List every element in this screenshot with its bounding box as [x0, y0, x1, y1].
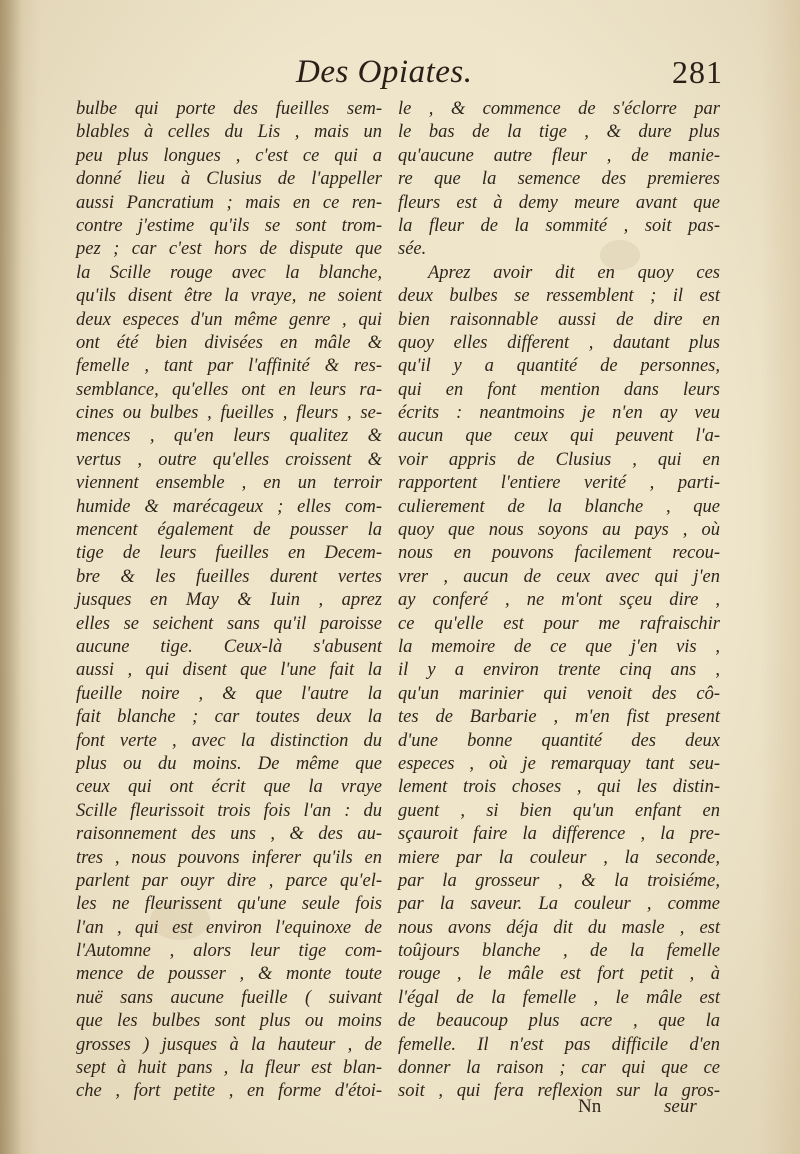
text-line: qu'ils disent être la vraye, ne soient [76, 286, 382, 307]
text-line: raisonnement des uns , & des au- [76, 824, 382, 845]
text-line: voir appris de Clusius , qui en [398, 449, 720, 470]
text-line: la memoire de ce que j'en vis , [398, 636, 720, 657]
text-line: l'Automne , alors leur tige com- [76, 941, 382, 962]
text-line: humide & marécageux ; elles com- [76, 496, 382, 517]
text-line: nous en pouvons facilement recou- [398, 543, 720, 564]
text-line: mence de pousser , & monte toute [76, 964, 382, 985]
text-line: l'égal de la femelle , le mâle est [398, 987, 720, 1008]
text-line: peu plus longues , c'est ce qui a [76, 145, 382, 166]
text-line: ont été bien divisées en mâle & [76, 332, 382, 353]
text-line: rouge , le mâle est fort petit , à [398, 964, 720, 985]
text-line: rapportent l'entiere verité , parti- [398, 473, 720, 494]
text-line: il y a environ trente cinq ans , [398, 660, 720, 681]
text-line: bre & les fueilles durent vertes [76, 566, 382, 587]
text-line: aucune tige. Ceux-là s'abusent [76, 636, 382, 657]
text-line: fait blanche ; car toutes deux la [76, 707, 382, 728]
text-line: parlent par ouyr dire , parce qu'el- [76, 870, 382, 891]
text-line: re que la semence des premieres [398, 169, 720, 190]
text-line: deux especes d'un même genre , qui [76, 309, 382, 330]
left-text-column [76, 98, 382, 1104]
text-line: ay conferé , ne m'ont sçeu dire , [398, 590, 720, 611]
text-line: elles se seichent sans qu'il paroisse [76, 613, 382, 634]
text-line: sept à huit pans , la fleur est blan- [76, 1058, 382, 1079]
text-line: que les bulbes sont plus ou moins [76, 1011, 382, 1032]
page-number: 281 [672, 54, 723, 90]
text-line: sçauroit faire la difference , la pre- [398, 824, 720, 845]
text-line: bien raisonnable aussi de dire en [398, 309, 720, 330]
text-line: quoy elles different , dautant plus [398, 332, 720, 353]
text-line: toûjours blanche , de la femelle [398, 941, 720, 962]
text-line: aussi Pancratium ; mais en ce ren- [76, 192, 382, 213]
text-line: jusques en May & Iuin , aprez [76, 590, 382, 611]
text-line: sée. [398, 239, 427, 260]
text-line: qu'un marinier qui venoit des cô- [398, 683, 720, 704]
text-line: vrer , aucun de ceux avec qui j'en [398, 566, 720, 587]
text-line: Scille fleurissoit trois fois l'an : du [76, 800, 382, 821]
text-line: plus ou du moins. De même que [76, 753, 382, 774]
text-line: qu'il y a quantité de personnes, [398, 356, 720, 377]
binding-gutter-shadow [0, 0, 22, 1154]
text-line: le bas de la tige , & dure plus [398, 122, 720, 143]
text-line: donné lieu à Clusius de l'appeller [76, 169, 382, 190]
text-line: par la grosseur , & la troisiéme, [398, 870, 720, 891]
right-text-column [398, 98, 720, 1104]
text-line: lement trois choses , qui les distin- [398, 777, 720, 798]
text-line: nuë sans aucune fueille ( suivant [76, 987, 382, 1008]
text-line: blables à celles du Lis , mais un [76, 122, 382, 143]
text-line: qu'aucune autre fleur , de manie- [398, 145, 720, 166]
text-line: cines ou bulbes , fueilles , fleurs , se- [76, 403, 382, 424]
text-line: especes , où je remarquay tant seu- [398, 753, 720, 774]
text-line: quoy que nous soyons au pays , où [398, 520, 720, 541]
text-line: les ne fleurissent qu'une seule fois [76, 894, 382, 915]
text-line: guent , si bien qu'un enfant en [398, 800, 720, 821]
text-line: Aprez avoir dit en quoy ces [428, 262, 720, 283]
text-line: ceux qui ont écrit que la vraye [76, 777, 382, 798]
text-line: femelle , tant par l'affinité & res- [76, 356, 382, 377]
text-line: pez ; car c'est hors de dispute que [76, 239, 382, 260]
text-line: l'an , qui est environ l'equinoxe de [76, 917, 382, 938]
text-line: par la saveur. La couleur , comme [398, 894, 720, 915]
text-line: deux bulbes se ressemblent ; il est [398, 286, 720, 307]
text-line: bulbe qui porte des fueilles sem- [76, 99, 382, 119]
text-line: vertus , outre qu'elles croissent & [76, 449, 382, 470]
text-line: contre j'estime qu'ils se sont trom- [76, 215, 382, 236]
text-line: donner la raison ; car qui que ce [398, 1058, 720, 1079]
running-head-title: Des Opiates. [296, 54, 473, 90]
text-line: la Scille rouge avec la blanche, [76, 262, 382, 283]
catchword: seur [664, 1096, 697, 1117]
signature-mark: Nn [578, 1096, 602, 1117]
text-line: tres , nous pouvons inferer qu'ils en [76, 847, 382, 868]
text-line: tige de leurs fueilles en Decem- [76, 543, 382, 564]
text-line: aucun que ceux qui peuvent l'a- [398, 426, 720, 447]
text-line: font verte , avec la distinction du [76, 730, 382, 751]
text-line: grosses ) jusques à la hauteur , de [76, 1034, 382, 1055]
text-line: fueille noire , & que l'autre la [76, 683, 382, 704]
text-line: la fleur de la sommité , soit pas- [398, 215, 720, 236]
text-line: d'une bonne quantité des deux [398, 730, 720, 751]
text-line: che , fort petite , en forme d'étoi- [76, 1081, 382, 1102]
text-line: tes de Barbarie , m'en fist present [398, 707, 720, 728]
text-line: ce qu'elle est pour me rafraischir [398, 613, 720, 634]
text-line: fleurs est à demy meure avant que [398, 192, 720, 213]
text-line: femelle. Il n'est pas difficile d'en [398, 1034, 720, 1055]
text-line: aussi , qui disent que l'une fait la [76, 660, 382, 681]
text-line: culierement de la blanche , que [398, 496, 720, 517]
text-line: mences , qu'en leurs qualitez & [76, 426, 382, 447]
text-line: le , & commence de s'éclorre par [398, 99, 720, 119]
text-line: écrits : neantmoins je n'en ay veu [398, 403, 720, 424]
text-line: nous avons déja dit du masle , est [398, 917, 720, 938]
text-line: miere par la couleur , la seconde, [398, 847, 720, 868]
text-line: soit , qui fera reflexion sur la gros- [398, 1081, 720, 1102]
text-line: mencent également de pousser la [76, 520, 382, 541]
text-line: de beaucoup plus acre , que la [398, 1011, 720, 1032]
text-line: viennent ensemble , en un terroir [76, 473, 382, 494]
text-line: semblance, qu'elles ont en leurs ra- [76, 379, 382, 400]
text-line: qui en font mention dans leurs [398, 379, 720, 400]
